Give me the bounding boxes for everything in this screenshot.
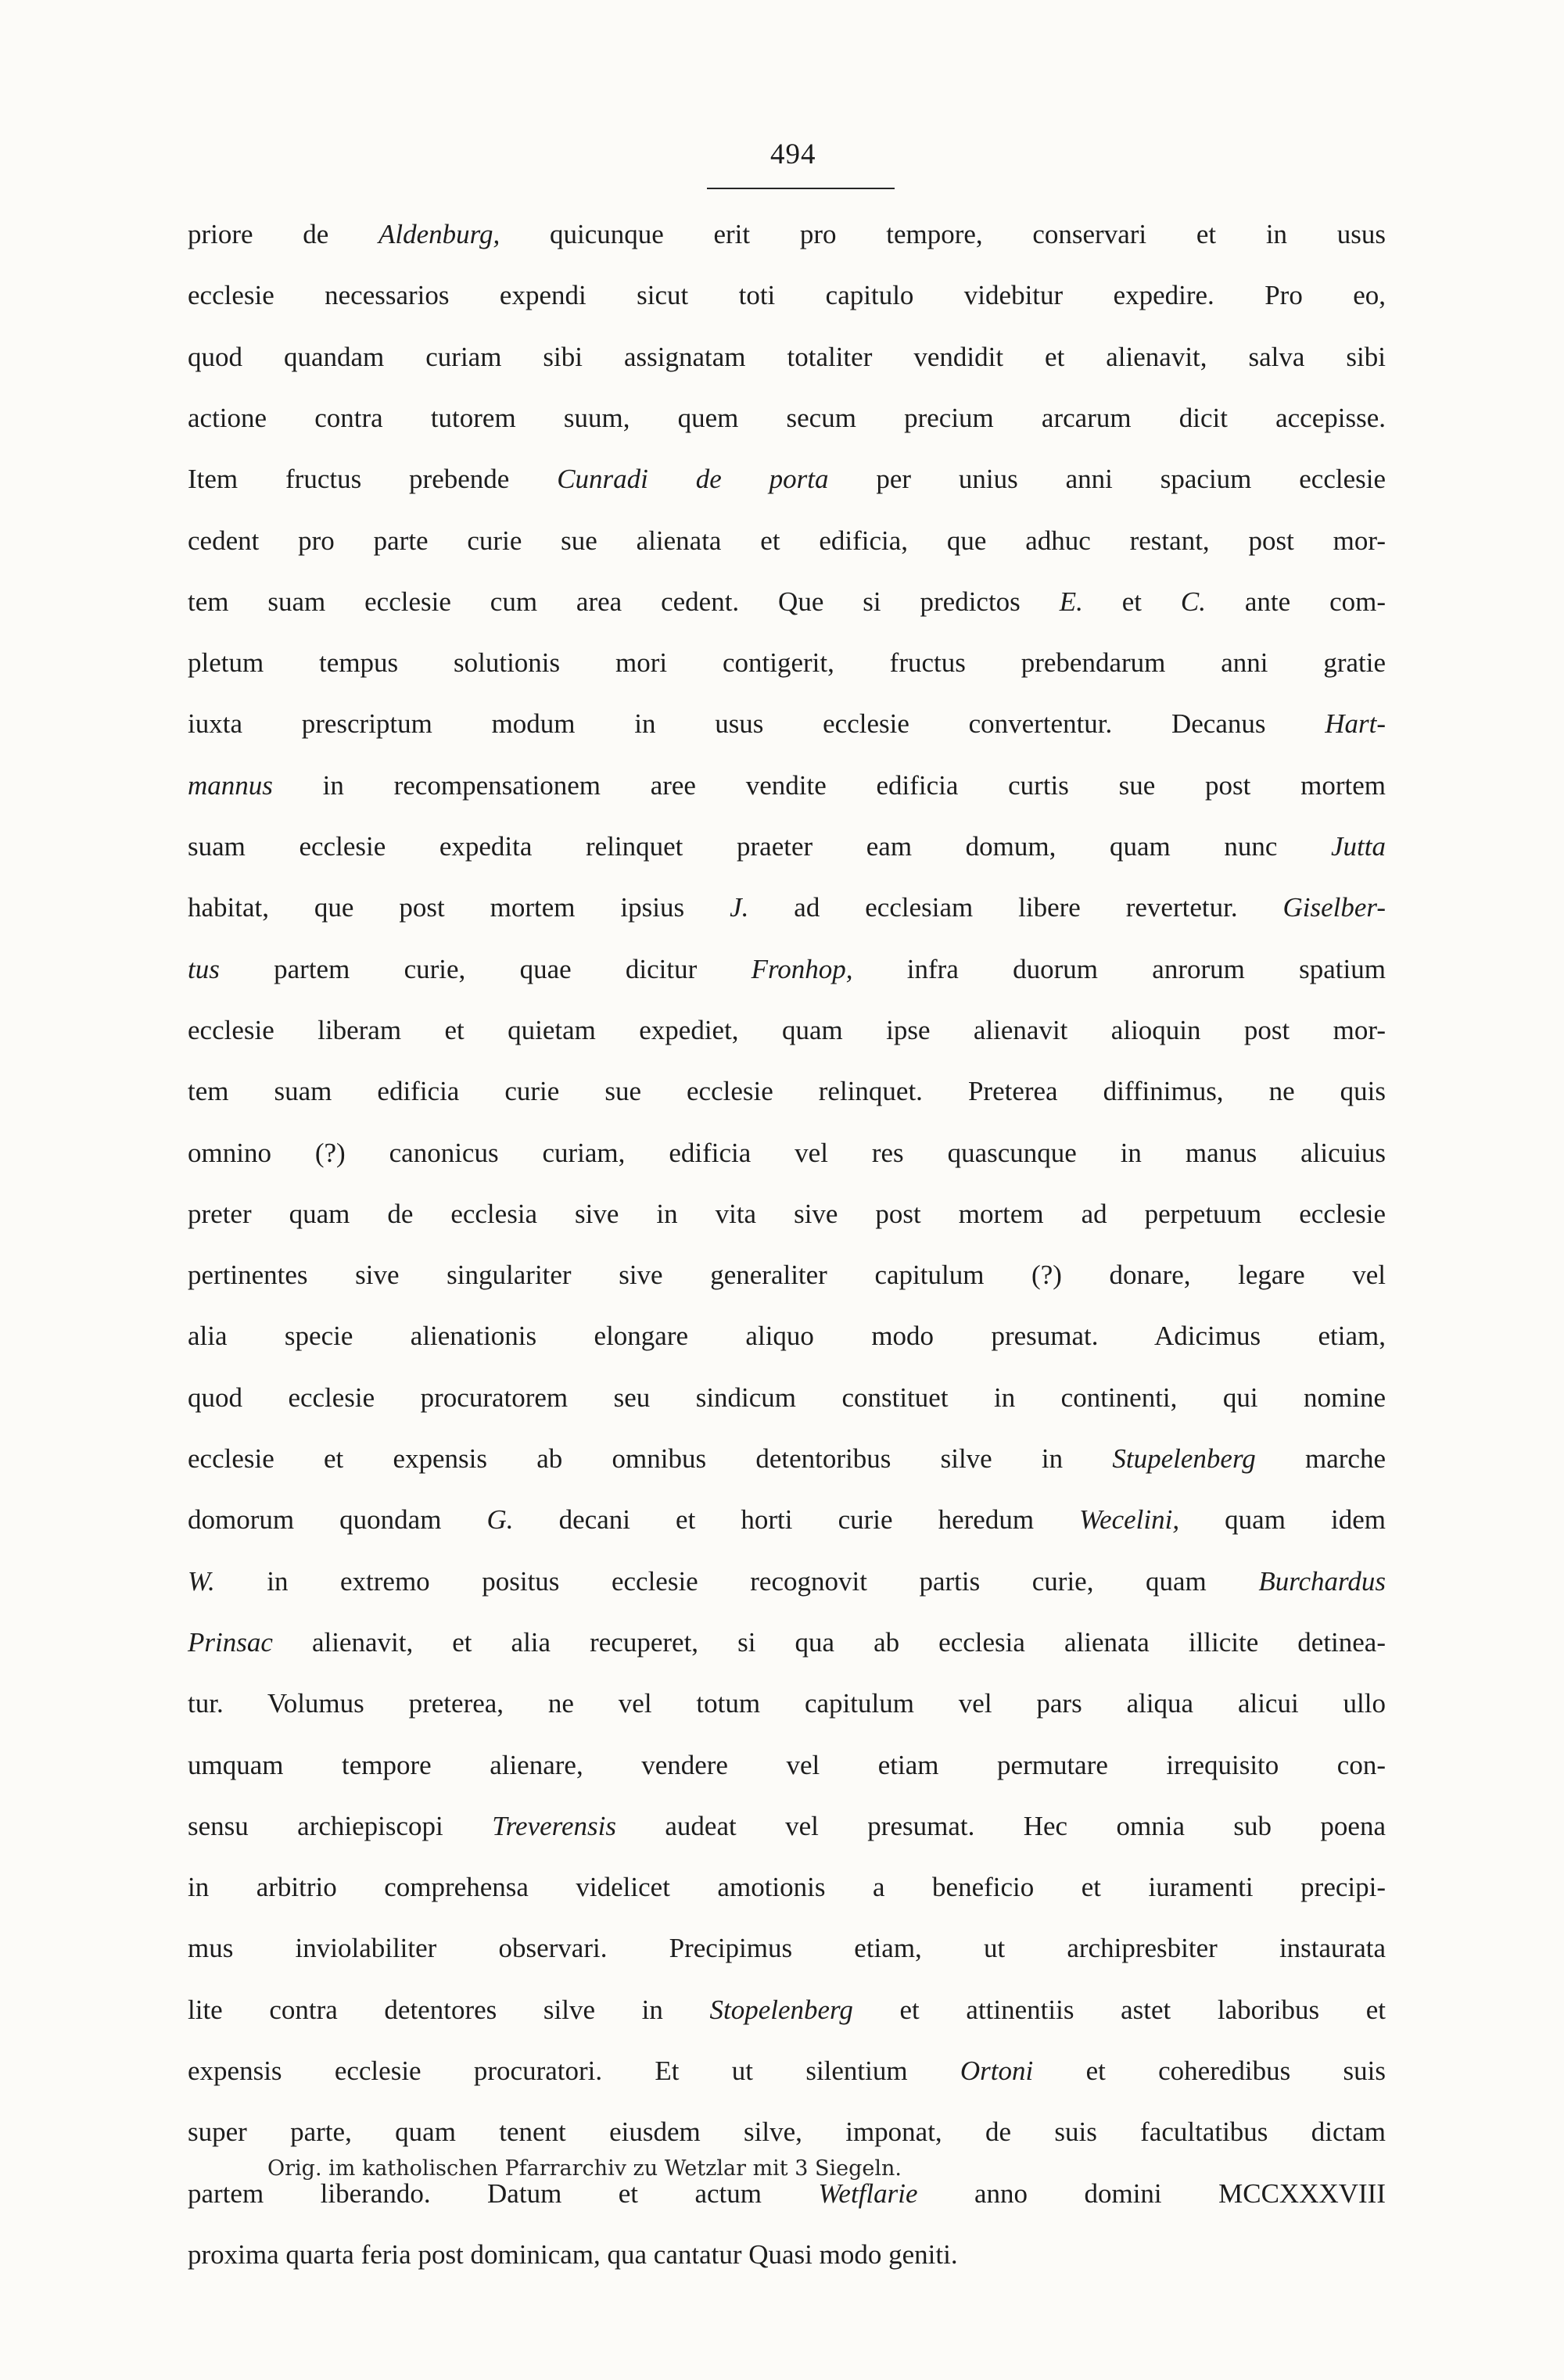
text-segment: pertinentes sive singulariter sive generaliter capitulum (?) donare, legare vel: [188, 1260, 1386, 1291]
text-segment: tem suam edificia curie sue ecclesie relinquet. Preterea diffinimus, ne quis: [188, 1076, 1386, 1107]
text-line: [188, 400, 1386, 437]
text-segment: decani et horti curie heredum: [513, 1504, 1080, 1536]
text-segment: tem suam ecclesie cum area cedent. Que si predictos: [188, 586, 1060, 617]
text-line: [188, 1991, 1386, 2029]
text-segment: partem liberando. Datum et actum: [188, 2177, 819, 2209]
italic-name: J.: [730, 892, 749, 923]
italic-name: Stupelenberg: [1112, 1443, 1256, 1474]
text-segment: et coheredibus suis: [1033, 2056, 1386, 2086]
header-rule: [707, 188, 895, 189]
text-segment: quod quandam curiam sibi assignatam totaliter vendidit et alienavit, salva sibi: [188, 341, 1386, 372]
text-line: [188, 889, 1386, 927]
text-segment: iuxta prescriptum modum in usus ecclesie convertentur. Decanus: [188, 708, 1325, 740]
text-line: [188, 1440, 1386, 1478]
text-segment: suam ecclesie expedita relinquet praeter eam domum, quam nunc: [188, 831, 1332, 862]
text-segment: ad ecclesiam libere revertetur.: [748, 892, 1283, 923]
italic-name: tus: [188, 953, 220, 984]
italic-name: Ortoni: [960, 2056, 1034, 2086]
text-segment: in arbitrio comprehensa videlicet amotionis a beneficio et iuramenti precipi-: [188, 1872, 1386, 1903]
text-line: [188, 705, 1386, 743]
italic-name: Wetflarie: [818, 2177, 918, 2209]
text-line: [188, 1563, 1386, 1600]
text-line: [188, 644, 1386, 682]
text-segment: lite contra detentores silve in: [188, 1994, 710, 2025]
italic-name: Hart-: [1325, 708, 1386, 740]
text-line: [188, 522, 1386, 560]
text-segment: ante com-: [1205, 586, 1386, 617]
text-line: [188, 767, 1386, 805]
italic-name: mannus: [188, 769, 273, 801]
text-line: [188, 2052, 1386, 2090]
italic-name: W.: [188, 1565, 215, 1597]
text-segment: cedent pro parte curie sue alienata et edificia, que adhuc restant, post mor-: [188, 525, 1386, 556]
italic-name: Treverensis: [492, 1810, 616, 1841]
text-segment: umquam tempore alienare, vendere vel etiam permutare irrequisito con-: [188, 1749, 1386, 1780]
text-segment: Item fructus prebende: [188, 464, 558, 495]
text-line: [188, 2113, 1386, 2151]
text-segment: audeat vel presumat. Hec omnia sub poena: [615, 1810, 1386, 1841]
italic-name: Fronhop,: [751, 953, 853, 984]
text-segment: actione contra tutorem suum, quem secum precium arcarum dicit accepisse.: [188, 402, 1386, 433]
text-line: [188, 1808, 1386, 1845]
italic-name: Burchardus: [1258, 1565, 1386, 1597]
italic-name: Aldenburg,: [378, 219, 500, 249]
text-segment: marche: [1255, 1443, 1386, 1474]
text-segment: expensis ecclesie procuratori. Et ut silentium: [188, 2056, 960, 2086]
text-segment: ecclesie necessarios expendi sicut toti capitulo videbitur expedire. Pro eo,: [188, 280, 1386, 311]
page-number: 494: [770, 138, 816, 170]
text-line: [188, 583, 1386, 621]
text-segment: anno domini MCCXXXVIII: [917, 2177, 1386, 2209]
text-segment: tur. Volumus preterea, ne vel totum capitulum vel pars aliqua alicui ullo: [188, 1688, 1386, 1719]
text-segment: domorum quondam: [188, 1504, 487, 1536]
text-line: [188, 216, 1386, 253]
text-segment: in extremo positus ecclesie recognovit partis curie, quam: [214, 1565, 1259, 1597]
text-segment: quicunque erit pro tempore, conservari et in usus: [500, 219, 1386, 249]
text-line: [188, 1930, 1386, 1967]
text-line: [188, 461, 1386, 498]
text-segment: pletum tempus solutionis mori contigerit, fructus prebendarum anni gratie: [188, 647, 1386, 679]
text-line: [188, 1256, 1386, 1294]
text-line: [188, 339, 1386, 376]
text-line: [188, 2236, 1386, 2274]
text-segment: mus inviolabiliter observari. Precipimus etiam, ut archipresbiter instaurata: [188, 1933, 1386, 1964]
text-line: [188, 1501, 1386, 1539]
text-line: [188, 1012, 1386, 1049]
italic-name: G.: [486, 1504, 514, 1536]
text-line: [188, 1134, 1386, 1172]
text-segment: et attinentiis astet laboribus et: [852, 1994, 1386, 2025]
text-segment: proxima quarta feria post dominicam, qua cantatur Quasi modo geniti.: [188, 2238, 958, 2270]
text-segment: alia specie alienationis elongare aliquo modo presumat. Adicimus etiam,: [188, 1321, 1386, 1352]
text-line: [188, 1195, 1386, 1233]
text-line: [188, 1317, 1386, 1355]
text-segment: partem curie, quae dicitur: [219, 953, 752, 984]
text-line: [188, 1747, 1386, 1784]
text-line: [188, 1869, 1386, 1906]
italic-name: Jutta: [1331, 831, 1386, 862]
italic-name: Prinsac: [188, 1626, 273, 1658]
italic-name: Stopelenberg: [709, 1994, 853, 2025]
italic-name: Cunradi de porta: [557, 464, 829, 495]
text-line: [188, 1073, 1386, 1110]
text-line: [188, 277, 1386, 314]
text-segment: habitat, que post mortem ipsius: [188, 892, 730, 923]
text-segment: omnino (?) canonicus curiam, edificia vel res quascunque in manus alicuius: [188, 1137, 1386, 1168]
text-segment: per unius anni spacium ecclesie: [828, 464, 1386, 495]
italic-name: E.: [1059, 586, 1083, 617]
text-segment: alienavit, et alia recuperet, si qua ab ecclesia alienata illicite detinea-: [272, 1626, 1386, 1658]
text-segment: et: [1082, 586, 1181, 617]
italic-name: Giselber-: [1282, 892, 1386, 923]
italic-name: C.: [1180, 586, 1206, 617]
text-segment: quod ecclesie procuratorem seu sindicum constituet in continenti, qui nomine: [188, 1382, 1386, 1413]
text-line: [188, 828, 1386, 866]
text-segment: preter quam de ecclesia sive in vita sive post mortem ad perpetuum ecclesie: [188, 1198, 1386, 1229]
text-segment: ecclesie liberam et quietam expediet, quam ipse alienavit alioquin post mor-: [188, 1014, 1386, 1045]
text-line: [188, 1685, 1386, 1722]
text-line: [188, 1624, 1386, 1661]
text-line: [188, 951, 1386, 988]
text-segment: infra duorum anrorum spatium: [852, 953, 1386, 984]
text-segment: priore de: [188, 219, 379, 249]
text-segment: quam idem: [1179, 1504, 1386, 1536]
source-note: Orig. im katholischen Pfarrarchiv zu Wetzlar mit 3 Siegeln.: [267, 2156, 902, 2181]
text-segment: super parte, quam tenent eiusdem silve, imponat, de suis facultatibus dictam: [188, 2117, 1386, 2148]
text-line: [188, 1379, 1386, 1417]
text-segment: sensu archiepiscopi: [188, 1810, 493, 1841]
text-segment: ecclesie et expensis ab omnibus detentoribus silve in: [188, 1443, 1113, 1474]
text-segment: in recompensationem aree vendite edificia curtis sue post mortem: [272, 769, 1386, 801]
italic-name: Wecelini,: [1079, 1504, 1180, 1536]
